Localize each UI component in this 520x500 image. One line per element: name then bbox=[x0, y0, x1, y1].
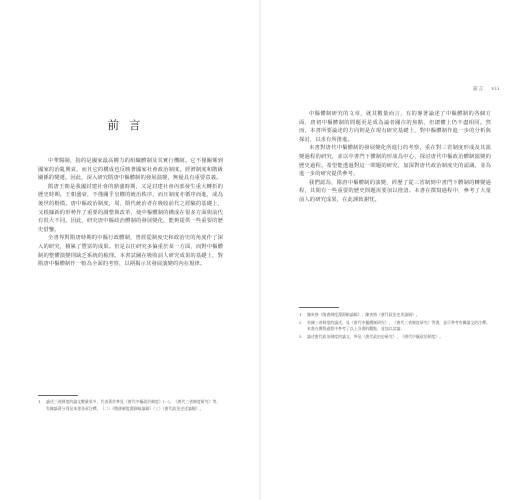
footnote-number: 1 bbox=[38, 399, 41, 404]
footnote-number: 2 bbox=[299, 319, 302, 325]
paragraph: 全書界對隋唐時期的中樞行政體制，曾經從制度史和政治史的角度作了深入的研究，積累了豐富的成果。但是以往研究多偏重於某一方面，而對中樞體制的整體演變則缺乏系統的梳理。本書試圖在吸收前人研究成果的基礎上，對隋唐中樞體制作一較為全面的考察，以期揭示其發展演變的內在規律。 bbox=[38, 235, 223, 268]
page-title: 前言 bbox=[107, 118, 151, 132]
paragraph: 我們認為，隋唐中樞體制的演變，經歷了從三省制到中書門下體制的轉變過程，其間有一些重要的歷史問題需要加以澄清。本書在撰寫過程中，參考了大量前人的研究成果，在此謹致謝忱。 bbox=[299, 179, 491, 203]
left-page bbox=[0, 0, 258, 500]
left-body-text bbox=[38, 157, 223, 269]
footnote-text: 有關三省制度的論述，見《唐代中樞體制研究》、《唐代三省制度研究》等書，並可參考有關論文的注釋。本書在撰寫過程中參考了以上各書的觀點，並加以討論。 bbox=[307, 319, 490, 332]
footnote-number: 1 bbox=[299, 312, 302, 317]
running-head bbox=[468, 86, 500, 92]
paragraph: 隋唐王朝是我國封建社會的鼎盛時期，又是封建社會內部發生重大轉折的歷史時期。王朝盛衰，不僅關乎皇權的統治秩序，而且制度亦循序而進，成為後世的楷模。唐中樞政治制度，周、隋代統治者在吸收前代之經驗的基礎上，又根據新的形勢作了重要的調整與改革，使中樞體制的構成在很多方面與前代有很大不同。因此，研究唐中樞政治體制的發展變化，能夠提供一些重要的歷史借鑒。 bbox=[38, 183, 223, 233]
book-gutter bbox=[259, 0, 261, 500]
paragraph: 中樞體制研究的文章，就其數量而言，有的專著論述了中樞體制的各個方面，唐初中樞體制的問題更是成為論者關注的焦點，但總體上仍不盡相同。然而，本書所要論述的方向則是在現有研究基礎上，對中樞體制作進一步的分析與探討，以求有所推進。 bbox=[299, 111, 491, 143]
right-footnotes bbox=[299, 312, 491, 341]
footnote-rule bbox=[38, 395, 78, 396]
left-footnotes bbox=[38, 399, 223, 413]
footnote bbox=[299, 312, 491, 319]
paragraph: 中華醫制，指的是國家最高權力的組織體制及其實行機制。它不僅關係到國家的治亂興衰，而且它的構成也反映著國家社會政治制度。經濟制度和階級關係的變遷。因此，深入研究隋唐中樞體制的發展演變，無疑具有重要意義。 bbox=[38, 158, 223, 182]
page-number: vii bbox=[491, 87, 500, 92]
footnote-text: 論述唐代政治制度的論文，參見《唐代政治史研究》、《唐代中樞政治制度》。 bbox=[307, 333, 444, 339]
running-head-title: 前言 bbox=[473, 87, 485, 92]
footnote-rule bbox=[299, 307, 339, 308]
right-body-text bbox=[299, 110, 491, 205]
footnote bbox=[299, 320, 491, 333]
footnote bbox=[38, 399, 223, 412]
paragraph: 本書對唐代中樞體制的發展變化所進行的考察，重在對三省制度形成及其演變過程的研究，並以中書門下體制的形成為中心，探討唐代中樞政治體制演變的歷史過程。希望能透過對這一問題的研究，加深對唐代政治制度史的認識，並為進一步的研究提供參考。 bbox=[299, 145, 491, 178]
footnote-number: 3 bbox=[299, 333, 302, 339]
right-page bbox=[262, 0, 520, 500]
footnote bbox=[299, 334, 491, 341]
footnote-text: 論述三省制度的論文數量眾多，代表著作參見《唐代中樞政治制度》(一)、《唐代三省制度研究》等，有關論著分別見本書各章注釋。（二）《隋唐制度淵源略論稿》（三）《唐代政治史述論稿》。 bbox=[46, 399, 221, 411]
footnote-text: 陳寅恪《隋唐制度淵源略論稿》、陳寅恪《唐代政治史述論稿》。 bbox=[307, 312, 420, 317]
